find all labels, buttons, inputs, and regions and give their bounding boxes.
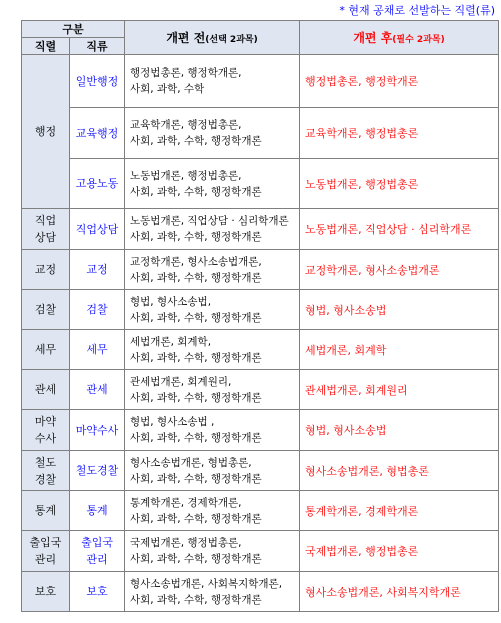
before-subjects xyxy=(125,250,300,290)
before-line-1: 형법, 형사소송법, xyxy=(130,295,212,308)
after-subjects: 형사소송법개론, 형법총론 xyxy=(300,451,499,491)
before-line-1: 노동법개론, 행정법총론, xyxy=(130,169,242,182)
after-subjects: 교정학개론, 형사소송법개론 xyxy=(300,250,499,290)
job-cell: 일반행정 xyxy=(70,55,125,108)
job-cell: 검찰 xyxy=(70,290,125,330)
category-cell: 세무 xyxy=(22,330,70,370)
before-line-1: 통계학개론, 경제학개론, xyxy=(130,496,242,509)
category-cell: 교정 xyxy=(22,250,70,290)
selection-note: * 현재 공채로 선발하는 직렬(류) xyxy=(339,4,495,17)
before-line-1: 교육학개론, 행정법총론, xyxy=(130,119,242,131)
table-row xyxy=(22,108,499,159)
before-line-2: 사회, 과학, 수학, 행정학개론 xyxy=(130,553,262,565)
before-subjects xyxy=(125,370,300,410)
before-line-2: 사회, 과학, 수학, 행정학개론 xyxy=(130,135,262,147)
job-cell: 세무 xyxy=(70,330,125,370)
before-line-1: 교정학개론, 형사소송법개론, xyxy=(130,255,262,268)
table-row xyxy=(22,290,499,330)
job-cell: 통계 xyxy=(70,491,125,531)
before-subjects xyxy=(125,108,300,159)
before-line-2: 사회, 과학, 수학, 행정학개론 xyxy=(130,351,262,364)
after-subjects: 행정법총론, 행정학개론 xyxy=(300,55,499,108)
job-cell: 철도경찰 xyxy=(70,451,125,491)
before-line-2: 사회, 과학, 수학, 행정학개론 xyxy=(130,593,262,606)
header-before xyxy=(125,21,300,55)
before-subjects xyxy=(125,55,300,108)
job-cell: 고용노동 xyxy=(70,159,125,209)
before-subjects xyxy=(125,531,300,572)
table-row xyxy=(22,410,499,451)
before-line-1: 행정법총론, 행정학개론, xyxy=(130,67,242,79)
after-subjects: 형법, 형사소송법 xyxy=(300,290,499,330)
job-cell: 직업상담 xyxy=(70,209,125,250)
category-cell: 철도 경찰 xyxy=(22,451,70,491)
table-row xyxy=(22,55,499,108)
before-line-2: 사회, 과학, 수학, 행정학개론 xyxy=(130,311,262,324)
before-line-2: 사회, 과학, 수학, 행정학개론 xyxy=(130,185,262,198)
table-row xyxy=(22,370,499,410)
header-category: 직렬 xyxy=(22,38,70,55)
before-line-1: 형사소송법개론, 형법총론, xyxy=(130,456,252,469)
before-line-1: 형사소송법개론, 사회복지학개론, xyxy=(130,577,283,590)
before-line-2: 사회, 과학, 수학, 행정학개론 xyxy=(130,391,262,404)
before-subjects xyxy=(125,330,300,370)
category-cell: 출입국 관리 xyxy=(22,531,70,572)
before-line-1: 국제법개론, 행정법총론, xyxy=(130,537,242,549)
before-line-2: 사회, 과학, 수학, 행정학개론 xyxy=(130,432,262,444)
exam-subject-table xyxy=(21,20,499,612)
after-subjects: 국제법개론, 행정법총론 xyxy=(300,531,499,572)
job-cell: 보호 xyxy=(70,572,125,612)
table-row xyxy=(22,159,499,209)
before-subjects xyxy=(125,159,300,209)
table-row xyxy=(22,209,499,250)
job-cell: 교정 xyxy=(70,250,125,290)
before-line-1: 관세법개론, 회계원리, xyxy=(130,375,232,388)
after-subjects: 노동법개론, 직업상담 · 심리학개론 xyxy=(300,209,499,250)
header-after-sub: (필수 2과목) xyxy=(392,35,445,45)
table-row xyxy=(22,491,499,531)
category-cell: 행정 xyxy=(22,55,70,209)
before-line-1: 노동법개론, 직업상담 · 심리학개론 xyxy=(130,215,289,227)
before-subjects xyxy=(125,451,300,491)
table-row xyxy=(22,250,499,290)
after-subjects: 관세법개론, 회계원리 xyxy=(300,370,499,410)
after-subjects: 교육학개론, 행정법총론 xyxy=(300,108,499,159)
table-row xyxy=(22,531,499,572)
before-line-2: 사회, 과학, 수학, 행정학개론 xyxy=(130,512,262,525)
table-row xyxy=(22,572,499,612)
header-group: 구분 xyxy=(22,21,125,38)
before-subjects xyxy=(125,410,300,451)
category-cell: 관세 xyxy=(22,370,70,410)
category-cell: 보호 xyxy=(22,572,70,612)
category-cell: 직업 상담 xyxy=(22,209,70,250)
table-row xyxy=(22,451,499,491)
header-after xyxy=(300,21,499,55)
header-after-title: 개편 후 xyxy=(353,31,393,45)
category-cell: 통계 xyxy=(22,491,70,531)
before-line-1: 세법개론, 회계학, xyxy=(130,335,212,348)
header-before-title: 개편 전 xyxy=(166,31,206,45)
before-subjects xyxy=(125,209,300,250)
before-subjects xyxy=(125,290,300,330)
job-cell: 출입국 관리 xyxy=(70,531,125,572)
category-cell: 검찰 xyxy=(22,290,70,330)
category-cell: 마약 수사 xyxy=(22,410,70,451)
after-subjects: 노동법개론, 행정법총론 xyxy=(300,159,499,209)
after-subjects: 세법개론, 회계학 xyxy=(300,330,499,370)
after-subjects: 형법, 형사소송법 xyxy=(300,410,499,451)
job-cell: 관세 xyxy=(70,370,125,410)
before-line-2: 사회, 과학, 수학 xyxy=(130,83,205,95)
after-subjects: 형사소송법개론, 사회복지학개론 xyxy=(300,572,499,612)
header-before-sub: (선택 2과목) xyxy=(205,35,258,45)
before-line-2: 사회, 과학, 수학, 행정학개론 xyxy=(130,271,262,284)
job-cell: 교육행정 xyxy=(70,108,125,159)
before-line-2: 사회, 과학, 수학, 행정학개론 xyxy=(130,231,262,243)
before-subjects xyxy=(125,572,300,612)
before-line-2: 사회, 과학, 수학, 행정학개론 xyxy=(130,472,262,485)
before-line-1: 형법, 형사소송법 , xyxy=(130,416,215,428)
before-subjects xyxy=(125,491,300,531)
job-cell: 마약수사 xyxy=(70,410,125,451)
header-job: 직류 xyxy=(70,38,125,55)
after-subjects: 통계학개론, 경제학개론 xyxy=(300,491,499,531)
table-row xyxy=(22,330,499,370)
